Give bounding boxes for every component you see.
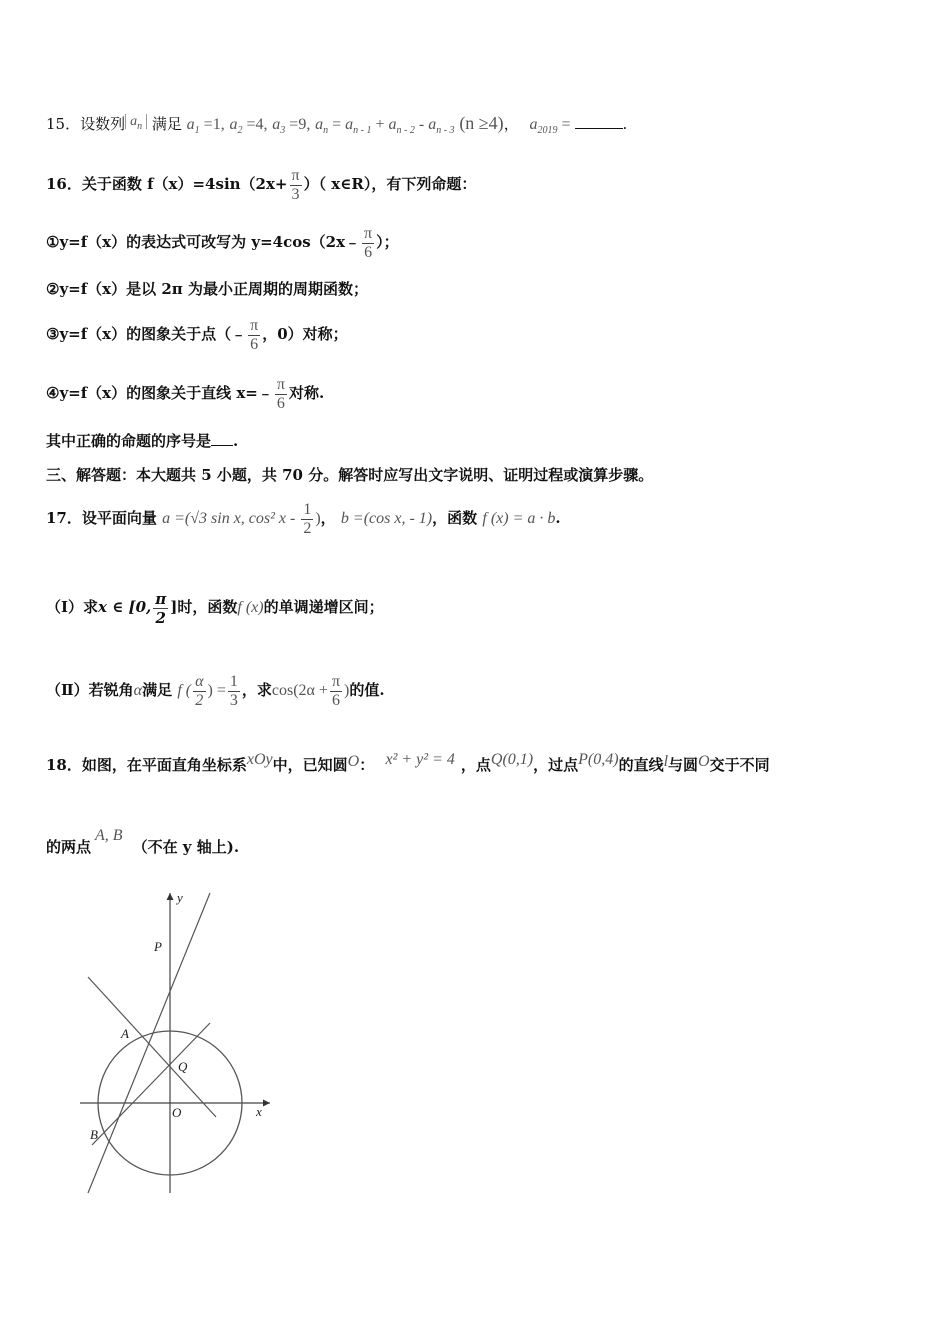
q17-part-2: （Ⅱ）若锐角α满足 f ( $\frac{\alpha}{2}$ ) = $\frac{1}{3}$ ，求cos(2α + $\frac{\pi}{6}$ )的值.	[46, 672, 385, 709]
q16-prop-2: ②y=f（x）是以 2π 为最小正周期的周期函数；	[46, 280, 368, 298]
label-y: y	[177, 890, 183, 905]
label-Q: Q	[178, 1059, 188, 1074]
label-O: O	[172, 1105, 182, 1120]
q16-prop-4: ④y=f（x）的图象关于直线 x=﹣ $\frac{\pi}{6}$ 对称.	[46, 375, 325, 412]
q18-stem-2: 的两点A, B（不在 y 轴上).	[46, 827, 240, 856]
q16-stem: 16．关于函数 f（x）=4sin（2x+ $\frac{\pi}{3}$ ）（ x∈R），有下列命题：	[46, 166, 477, 203]
q18-figure	[70, 885, 300, 1205]
section-3-heading: 三、解答题：本大题共 5 小题，共 70 分。解答时应写出文字说明、证明过程或演算步骤。	[46, 466, 654, 484]
q18-stem: 18．如图，在平面直角坐标系xOy中，已知圆O： x² + y² = 4 ，点Q(0,1)，过点P(0,4)的直线l与圆O交于不同	[46, 751, 770, 774]
answer-blank-16	[211, 431, 233, 446]
line-QA	[88, 977, 216, 1117]
q17-part-1: （Ⅰ）求x ∈ [0, $\frac{\pi}{2}$ ]时，函数f (x)的单调递增区间；	[46, 589, 384, 627]
q16-ask: 其中正确的命题的序号是 .	[46, 432, 239, 450]
answer-blank-15	[575, 114, 623, 129]
label-P: P	[154, 939, 162, 954]
q15-line: 15．设数列 $a_n$ 满足 $a_1 =1$, $a_2 =4$, $a_3 =9$, $a_n = a_{n - 1} + a_{n - 2} - a_{n - 3}$ (n ≥4)， $a_{2019}$ = .	[46, 113, 628, 136]
label-x: x	[256, 1104, 262, 1119]
q16-prop-1: ①y=f（x）的表达式可改写为 y=4cos（2x﹣ $\frac{\pi}{6}$ ）；	[46, 224, 399, 261]
line-QB	[92, 1023, 210, 1145]
label-B: B	[90, 1127, 98, 1142]
q17-stem: 17．设平面向量 a =(√3 sin x, cos² x - $\frac{1}{2}$ )， b =(cos x, - 1)，函数 f (x) = a · b.	[46, 500, 561, 537]
label-A: A	[121, 1026, 129, 1041]
q16-prop-3: ③y=f（x）的图象关于点（﹣ $\frac{\pi}{6}$ ，0）对称；	[46, 316, 348, 353]
